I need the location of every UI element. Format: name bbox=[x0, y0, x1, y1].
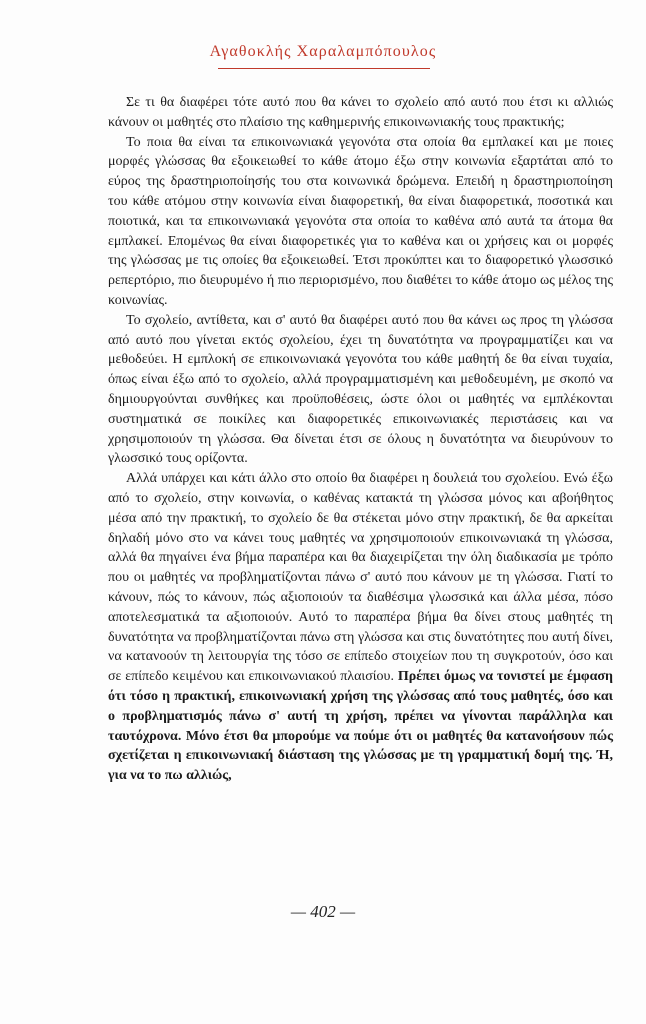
paragraph-3-text: Το σχολείο, αντίθετα, και σ' αυτό θα διαφέρει αυτό που θα κάνει ως προς τη γλώσσα από αυτό που γίνεται εκτός σχολείου, έχει τη δυνατότητα να προγραμματίζει και να μεθοδεύει. Η εμπλοκή σε επικοινωνιακά γεγονότα του κάθε μαθητή δε θα είναι τυχαία, όπως είναι έξω από το σχολείο, αλλά προγραμματισμένη και μεθοδευμένη, με σκοπό να δημιουργούνται συνθήκες και προϋποθέσεις, ώστε όλοι οι μαθητές να εμπλέκονται συστηματικά σε ποικίλες και διαφορετικές επικοινωνιακές περιστάσεις και να χρησιμοποιούν τη γλώσσα. Θα δίνεται έτσι σε όλους η δυνατότητα να διευρύνουν το γλωσσικό τους ορίζοντα. bbox=[108, 312, 613, 467]
page-number: — 402 — bbox=[290, 902, 356, 921]
paragraph-1-text: Σε τι θα διαφέρει τότε αυτό που θα κάνει το σχολείο από αυτό που έτσι κι αλλιώς κάνουν οι μαθητές στο πλαίσιο της καθημερινής επικοινωνιακής τους πρακτικής; bbox=[108, 95, 613, 130]
paragraph-2 bbox=[108, 133, 613, 311]
paragraph-3 bbox=[108, 311, 613, 469]
paragraph-4 bbox=[108, 469, 613, 786]
paragraph-2-text: Το ποια θα είναι τα επικοινωνιακά γεγονότα στα οποία θα εμπλακεί και με ποιες μορφές γλώσσας θα εξοικειωθεί το κάθε άτομο έξω στην κοινωνία εξαρτάται από το εύρος της δραστηριοποίησής του στα κοινωνικά δρώμενα. Επειδή η δραστηριοποίηση του κάθε ατόμου στην κοινωνία είναι διαφορετική, θα είναι διαφορετικά, ποσοτικά και ποιοτικά, και τα επικοινωνιακά γεγονότα στα οποία το καθένα από αυτά τα άτομα θα εμπλακεί. Επομένως θα είναι διαφορετικές για το καθένα και οι χρήσεις και οι μορφές της γλώσσας με τις οποίες θα εξοικειωθεί. Έτσι προκύπτει και το διαφορετικό γλωσσικό ρεπερτόριο, πιο διευρυμένο ή πιο περιορισμένο, που διαθέτει το κάθε άτομο ως μέλος της κοινωνίας. bbox=[108, 134, 613, 308]
paragraph-4-text: Αλλά υπάρχει και κάτι άλλο στο οποίο θα διαφέρει η δουλειά του σχολείου. Ενώ έξω από το σχολείο, στην κοινωνία, ο καθένας κατακτά τη γλώσσα μόνος και αβοήθητος μέσα από την πρακτική, το σχολείο δε θα στέκεται μόνο στην πρακτική, δε θα αρκείται δηλαδή μόνο στο να κάνει τους μαθητές να χρησιμοποιούν επικοινωνιακά τη γλώσσα, αλλά θα πηγαίνει ένα βήμα παραπέρα και θα διαχειρίζεται την όλη διαδικασία με τρόπο που οι μαθητές να προβληματίζονται πάνω σ' αυτό που κάνουν με τη γλώσσα. Γιατί το κάνουν, πώς το κάνουν, πώς αξιοποιούν τα διαθέσιμα γλωσσικά και άλλα μέσα, πόσο αποτελεσματικά τα αξιοποιούν. Αυτό το παραπέρα βήμα θα δίνει στους μαθητές τη δυνατότητα να προβληματίζονται πάνω στη γλώσσα και στις δυνατότητες που αυτή δίνει, να κατανοούν τη λειτουργία της τόσο σε επίπεδο στοιχείων που τη συγκροτούν, όσο και σε επίπεδο κειμένου και επικοινωνιακού πλαισίου. bbox=[108, 471, 613, 685]
paragraph-4-bold-emphasis: Πρέπει όμως να τονιστεί με έμφαση ότι τόσο η πρακτική, επικοινωνιακή χρήση της γλώσσας από τους μαθητές, όσο και ο προβληματισμός πάνω σ' αυτή τη χρήση, πρέπει να γίνονται παράλληλα και ταυτόχρονα. Μόνο έτσι θα μπορούμε να πούμε ότι οι μαθητές θα κατανοήσουν πώς σχετίζεται η επικοινωνιακή διάσταση της γλώσσας με τη γραμματική δομή της. Ή, για να το πω αλλιώς, bbox=[108, 669, 613, 784]
running-header-author: Αγαθοκλής Χαραλαμπόπουλος bbox=[209, 43, 437, 60]
body-text bbox=[108, 93, 613, 786]
header-underline bbox=[218, 68, 430, 69]
paragraph-1 bbox=[108, 93, 613, 133]
